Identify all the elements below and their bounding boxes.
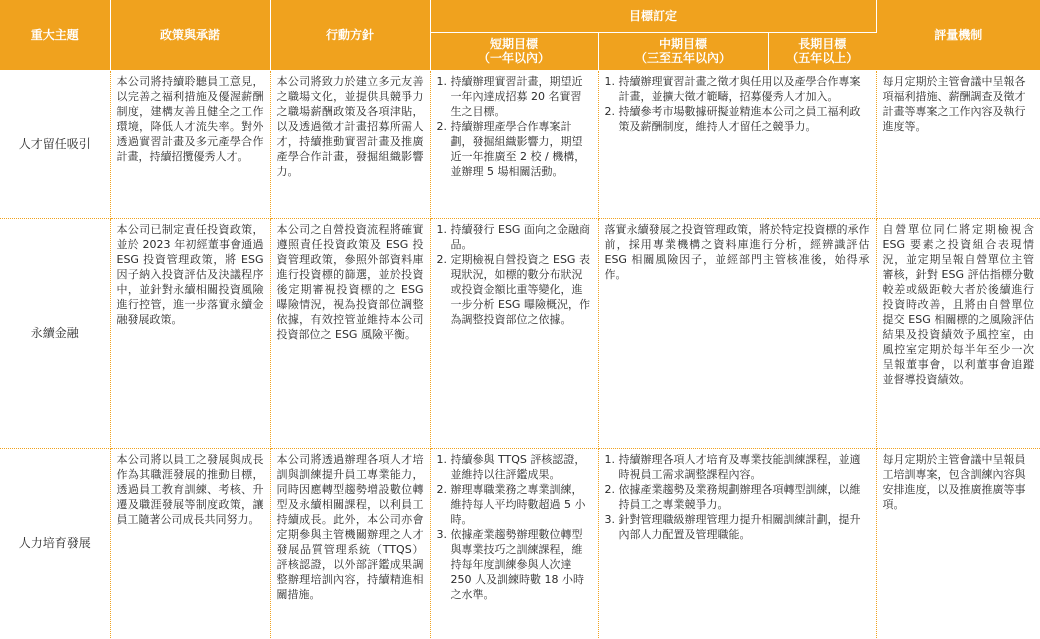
list-item: 1. 持續辦理實習計畫之徵才與任用以及產學合作專案計畫，並擴大徵才範疇，招募優秀人才加入。	[619, 74, 870, 104]
row-action: 本公司將致力於建立多元友善之職場文化，並提供具競爭力之職場薪酬政策及各項津貼，以及透過徵才計畫招募所需人才，持續推動實習計畫及推廣產學合作計畫，發掘組織影響力。	[270, 70, 430, 218]
header-mid-title: 中期目標	[658, 37, 707, 51]
row-policy: 本公司將持續聆聽員工意見，以完善之福利措施及優渥薪酬制度，建構友善且健全之工作環境，降低人才流失率。對外透過實習計畫及多元產學合作計畫，持續招攬優秀人才。	[110, 70, 270, 218]
header-long-sub: （五年以上）	[786, 51, 859, 65]
header-targets: 目標訂定	[430, 0, 876, 32]
row-action: 本公司將透過辦理各項人才培訓與訓練提升員工專業能力，同時因應轉型趨勢增設數位轉型及永續相關課程，以利員工持續成長。此外，本公司亦會定期參與主管機關辦理之人才發展品質管理系統（TTQS）評核認證，以外部評鑑成果調整辦理培訓內容，持續精進相關措施。	[270, 448, 430, 638]
header-policy: 政策與承諾	[110, 0, 270, 70]
list-item: 3. 依據產業趨勢辦理數位轉型與專業技巧之訓練課程，維持每年度訓練參與人次達 250 人及訓練時數 18 小時之水準。	[451, 527, 592, 602]
header-short-term	[430, 32, 598, 70]
header-eval: 評量機制	[876, 0, 1040, 70]
table-row	[0, 218, 1040, 448]
row-policy: 本公司將以員工之發展與成長作為其職涯發展的推動目標，透過員工教育訓練、考核、升遷及職涯發展等制度政策，讓員工隨著公司成長共同努力。	[110, 448, 270, 638]
row-short-term	[430, 448, 598, 638]
row-mid-long-term: 落實永續發展之投資管理政策，將於特定投資標的承作前，採用專業機構之資料庫進行分析，經辨識評估 ESG 相關風險因子，並經部門主管核准後，始得承作。	[598, 218, 876, 448]
row-mid-long-term	[598, 70, 876, 218]
header-long-title: 長期目標	[798, 37, 847, 51]
list-item: 2. 辦理專職業務之專業訓練，維持每人平均時數超過 5 小時。	[451, 482, 592, 527]
header-short-sub: （一年以內）	[477, 51, 550, 65]
row-theme: 永續金融	[0, 218, 110, 448]
list-item: 1. 持續辦理各項人才培育及專業技能訓練課程，並適時視員工需求調整課程內容。	[619, 452, 870, 482]
list-item: 1. 持續發行 ESG 面向之金融商品。	[451, 222, 592, 252]
row-action: 本公司之自營投資流程將確實遵照責任投資政策及 ESG 投資管理政策，參照外部資料庫進行投資標的篩選，並於投資後定期審視投資標的之 ESG 曝險情況，視為投資部位調整依據，有效控管並維持本公司投資部位之 ESG 風險平衡。	[270, 218, 430, 448]
table-row	[0, 70, 1040, 218]
header-long-term	[768, 32, 876, 70]
row-eval: 每月定期於主管會議中呈報各項福利措施、薪酬調查及徵才計畫等專案之工作內容及執行進度等。	[876, 70, 1040, 218]
row-theme: 人力培育發展	[0, 448, 110, 638]
row-eval: 自營單位同仁將定期檢視含 ESG 要素之投資組合表現情況，並定期呈報自營單位主管審核，針對 ESG 評估指標分數較差或級距較大者於後續進行投資時改善，且將由自營單位提交 ESG 相關標的之風險評估結果及投資績效予風控室，由風控室定期於每半年至少一次呈報董事會，以利董事會追蹤並督導投資績效。	[876, 218, 1040, 448]
row-mid-long-term	[598, 448, 876, 638]
list-item: 2. 定期檢視自營投資之 ESG 表現狀況，如標的數分布狀況或投資金額比重等變化，進一步分析 ESG 曝險概況，作為調整投資部位之依據。	[451, 252, 592, 327]
table-row	[0, 448, 1040, 638]
row-policy: 本公司已制定責任投資政策，並於 2023 年初經董事會通過 ESG 投資管理政策，將 ESG 因子納入投資評估及決議程序中，並針對永續相關投資風險進行控管，進一步落實永續金融發展政策。	[110, 218, 270, 448]
header-mid-term	[598, 32, 768, 70]
list-item: 2. 持續辦理產學合作專案計劃，發掘組織影響力，期望近一年推廣至 2 校 / 機構，並辦理 5 場相關活動。	[451, 119, 592, 179]
list-item: 1. 持續參與 TTQS 評核認證，並維持以往評鑑成果。	[451, 452, 592, 482]
header-theme: 重大主題	[0, 0, 110, 70]
row-theme: 人才留任吸引	[0, 70, 110, 218]
list-item: 1. 持續辦理實習計畫，期望近一年內達成招募 20 名實習生之目標。	[451, 74, 592, 119]
row-eval: 每月定期於主管會議中呈報員工培訓專案，包含訓練內容與安排進度，以及推廣推廣等事項。	[882, 452, 1026, 511]
list-item: 3. 針對管理職級辦理管理力提升相關訓練計劃，提升內部人力配置及管理職能。	[619, 512, 870, 542]
row-short-term	[430, 218, 598, 448]
header-short-title: 短期目標	[489, 37, 538, 51]
header-action: 行動方針	[270, 0, 430, 70]
header-mid-sub: （三至五年以內）	[634, 51, 731, 65]
row-short-term	[430, 70, 598, 218]
list-item: 2. 依據產業趨勢及業務規劃辦理各項轉型訓練，以維持員工之專業競爭力。	[619, 482, 870, 512]
list-item: 2. 持續參考市場數據研擬並精進本公司之員工福利政策及薪酬制度，維持人才留任之競爭力。	[619, 104, 870, 134]
